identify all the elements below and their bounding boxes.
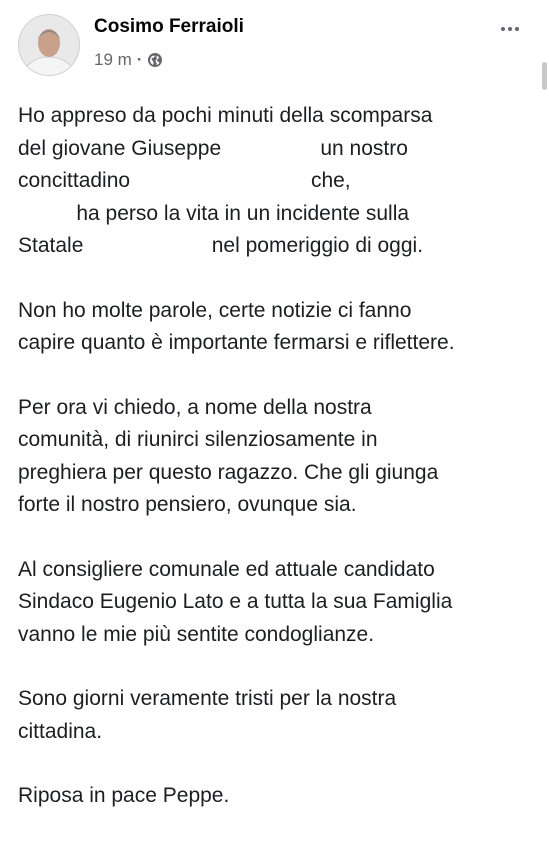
text-line: Sindaco Eugenio Lato e a tutta la sua Famiglia (18, 590, 453, 613)
post-header (18, 10, 538, 80)
post-meta (94, 50, 163, 70)
text-line: forte il nostro pensiero, ovunque sia. (18, 493, 357, 516)
avatar[interactable] (18, 14, 80, 76)
post-body (18, 100, 533, 845)
scrollbar[interactable] (542, 62, 547, 90)
post-time[interactable]: 19 m (94, 50, 132, 69)
meta-separator: · (136, 50, 143, 69)
text-line: capire quanto è importante fermarsi e riflettere. (18, 331, 455, 354)
more-options-icon-dot (515, 27, 519, 31)
paragraph-6 (18, 780, 533, 813)
author-name[interactable]: Cosimo Ferraioli (94, 16, 244, 37)
text-line: del giovane Giuseppe un nostro (18, 136, 408, 160)
paragraph-2 (18, 295, 533, 360)
text-line: Statale nel pomeriggio di oggi. (18, 234, 424, 257)
text-line: concittadino che, (18, 169, 351, 192)
paragraph-4 (18, 554, 533, 652)
paragraph-1 (18, 100, 533, 263)
text-line: ha perso la vita in un incidente sulla (18, 201, 410, 225)
text-line: vanno le mie più sentite condoglianze. (18, 622, 375, 646)
more-options-button[interactable] (496, 18, 524, 40)
paragraph-5 (18, 683, 533, 748)
text-line: Sono giorni veramente tristi per la nostra (18, 687, 397, 710)
text-line: preghiera per questo ragazzo. Che gli giunga (18, 460, 439, 484)
text-line: Al consigliere comunale ed attuale candidato (18, 557, 435, 581)
text-line: Non ho molte parole, certe notizie ci fanno (18, 298, 412, 322)
text-line: Ho appreso da pochi minuti della scomparsa (18, 104, 433, 127)
globe-icon (147, 52, 163, 68)
text-line: Riposa in pace Peppe. (18, 784, 230, 807)
more-options-icon (501, 27, 505, 31)
avatar-photo (19, 15, 79, 75)
text-line: comunità, di riunirci silenziosamente in (18, 428, 378, 451)
paragraph-3 (18, 392, 533, 522)
more-options-icon-dot (508, 27, 512, 31)
text-line: Per ora vi chiedo, a nome della nostra (18, 395, 372, 419)
text-line: cittadina. (18, 719, 103, 743)
